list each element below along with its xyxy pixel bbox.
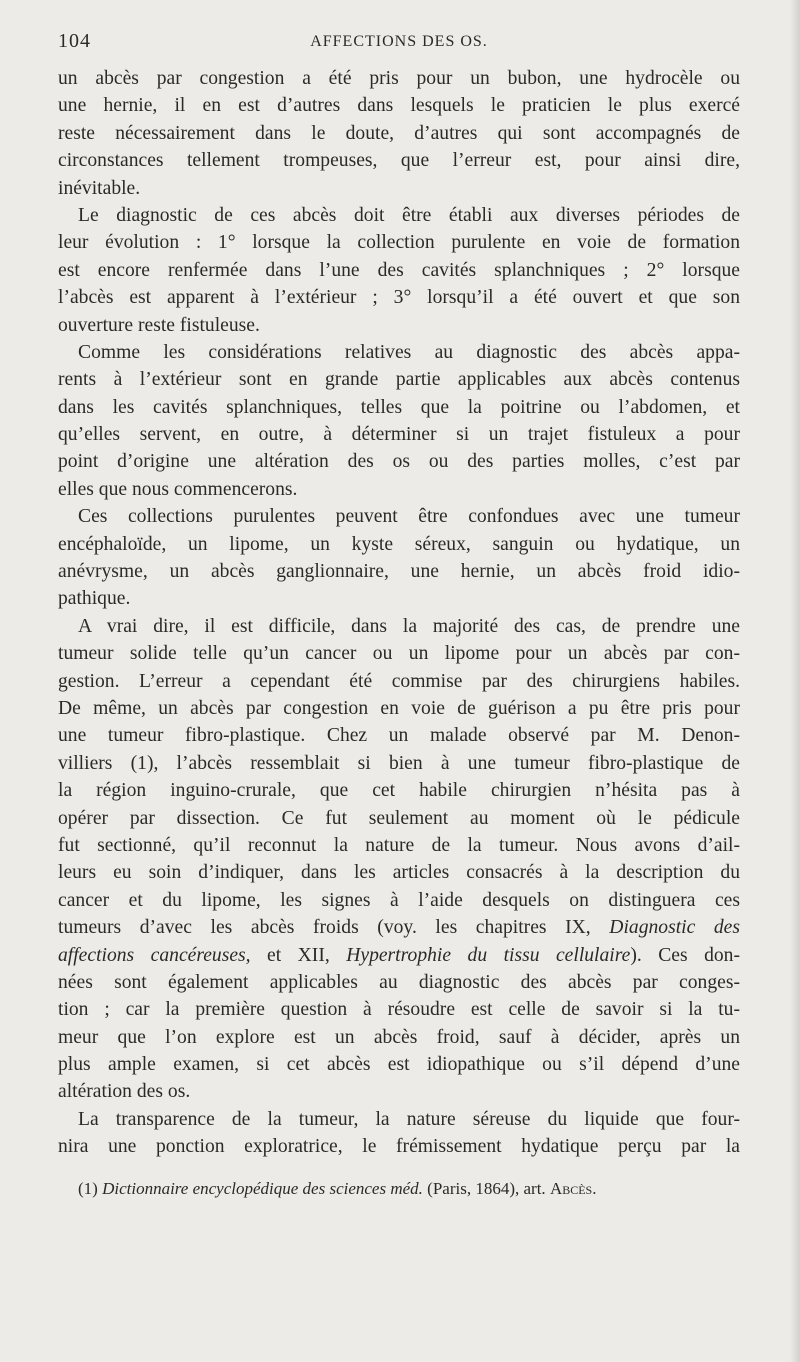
text-line: opérer par dissection. Ce fut seulement au moment où le pédicule [58, 807, 740, 829]
text-line: reste nécessairement dans le doute, d’autres qui sont accompagnés de [58, 122, 740, 144]
italic-ref-1: Diagnostic des [609, 917, 741, 939]
text-line: anévrysme, un abcès ganglionnaire, une hernie, un abcès froid idio- [58, 561, 740, 583]
text-line: cancer et du lipome, les signes à l’aide desquels on distinguera ces [58, 889, 740, 911]
text-line: rents à l’extérieur sont en grande partie applicables aux abcès contenus [58, 369, 740, 391]
text-line: Comme les considérations relatives au diagnostic des abcès appa- [78, 341, 740, 363]
text-line: Le diagnostic de ces abcès doit être établi aux diverses périodes de [78, 204, 740, 226]
footnote-title: Dictionnaire encyclopédique des sciences méd. [102, 1179, 423, 1198]
text-line: point d’origine une altération des os ou des parties molles, c’est par [58, 451, 740, 473]
text-line-with-italics [58, 914, 740, 941]
text-line: La transparence de la tumeur, la nature séreuse du liquide que four- [78, 1108, 740, 1130]
text-line: l’abcès est apparent à l’extérieur ; 3° lorsqu’il a été ouvert et que son [58, 287, 740, 309]
italic-line-before: tumeurs d’avec les abcès froids (voy. les chapitres IX, [58, 917, 610, 939]
text-line: leur évolution : 1° lorsque la collection purulente en voie de formation [58, 232, 740, 254]
text-line: Ces collections purulentes peuvent être confondues avec une tumeur [78, 506, 740, 528]
text-line: nira une ponction exploratrice, le frémissement hydatique perçu par la [58, 1136, 740, 1158]
text-line: De même, un abcès par congestion en voie de guérison a pu être pris pour [58, 697, 740, 719]
running-title: AFFECTIONS DES OS. [310, 33, 488, 50]
text-line: gestion. L’erreur a cependant été commise par des chirurgiens habiles. [58, 670, 740, 692]
text-line: qu’elles servent, en outre, à déterminer si un trajet fistuleux a pour [58, 424, 740, 446]
text-line: encéphaloïde, un lipome, un kyste séreux, sanguin ou hydatique, un [58, 533, 740, 555]
text-line: pathique. [58, 588, 131, 610]
body-paragraphs-1 [58, 65, 740, 914]
italic-line-middle: et XII, [250, 944, 347, 966]
text-line: tumeur solide telle qu’un cancer ou un lipome pour un abcès par con- [58, 643, 740, 665]
text-line: plus ample examen, si cet abcès est idiopathique ou s’il dépend d’une [58, 1054, 740, 1076]
text-line: tion ; car la première question à résoudre est celle de savoir si la tu- [58, 999, 740, 1021]
text-line: une tumeur fibro-plastique. Chez un malade observé par M. Denon- [58, 725, 740, 747]
text-line-with-italics-2 [58, 942, 740, 969]
text-line: altération des os. [58, 1081, 191, 1103]
text-line: leurs eu soin d’indiquer, dans les articles consacrés à la description du [58, 862, 740, 884]
body-text [58, 65, 740, 1161]
text-line: meur que l’on explore est un abcès froid, sauf à décider, après un [58, 1026, 740, 1048]
italic-ref-3: Hypertrophie du tissu cellulaire [346, 944, 631, 966]
text-line: ouverture reste fistuleuse. [58, 314, 260, 336]
italic-ref-2: affections cancéreuses, [58, 944, 251, 966]
text-line: elles que nous commencerons. [58, 478, 298, 500]
footnote-marker: (1) [78, 1179, 103, 1198]
footnote-rest: (Paris, 1864), art. [422, 1179, 550, 1198]
text-line: est encore renfermée dans l’une des cavités splanchniques ; 2° lorsque [58, 259, 740, 281]
page-edge-shadow [790, 0, 800, 1362]
text-line: la région inguino-crurale, que cet habile chirurgien n’hésita pas à [58, 780, 740, 802]
text-line: une hernie, il en est d’autres dans lesquels le praticien le plus exercé [58, 95, 740, 117]
text-line: un abcès par congestion a été pris pour un bubon, une hydrocèle ou [58, 68, 740, 89]
text-line: circonstances tellement trompeuses, que l’erreur est, pour ainsi dire, [58, 150, 740, 172]
text-line: inévitable. [58, 177, 141, 199]
text-line: nées sont également applicables au diagnostic des abcès par conges- [58, 971, 740, 993]
text-line: A vrai dire, il est difficile, dans la majorité des cas, de prendre une [78, 615, 740, 637]
footnote-article: Abcès. [549, 1179, 597, 1198]
text-line: villiers (1), l’abcès ressemblait si bien à une tumeur fibro-plastique de [58, 752, 740, 774]
text-line: dans les cavités splanchniques, telles que la poitrine ou l’abdomen, et [58, 396, 740, 418]
running-head [58, 30, 740, 60]
footnote [78, 1177, 740, 1201]
body-paragraphs-2 [58, 969, 740, 1161]
italic-line-after: ). Ces don- [630, 944, 741, 966]
page-number: 104 [58, 30, 91, 52]
text-line: fut sectionné, qu’il reconnut la nature de la tumeur. Nous avons d’ail- [58, 834, 740, 856]
